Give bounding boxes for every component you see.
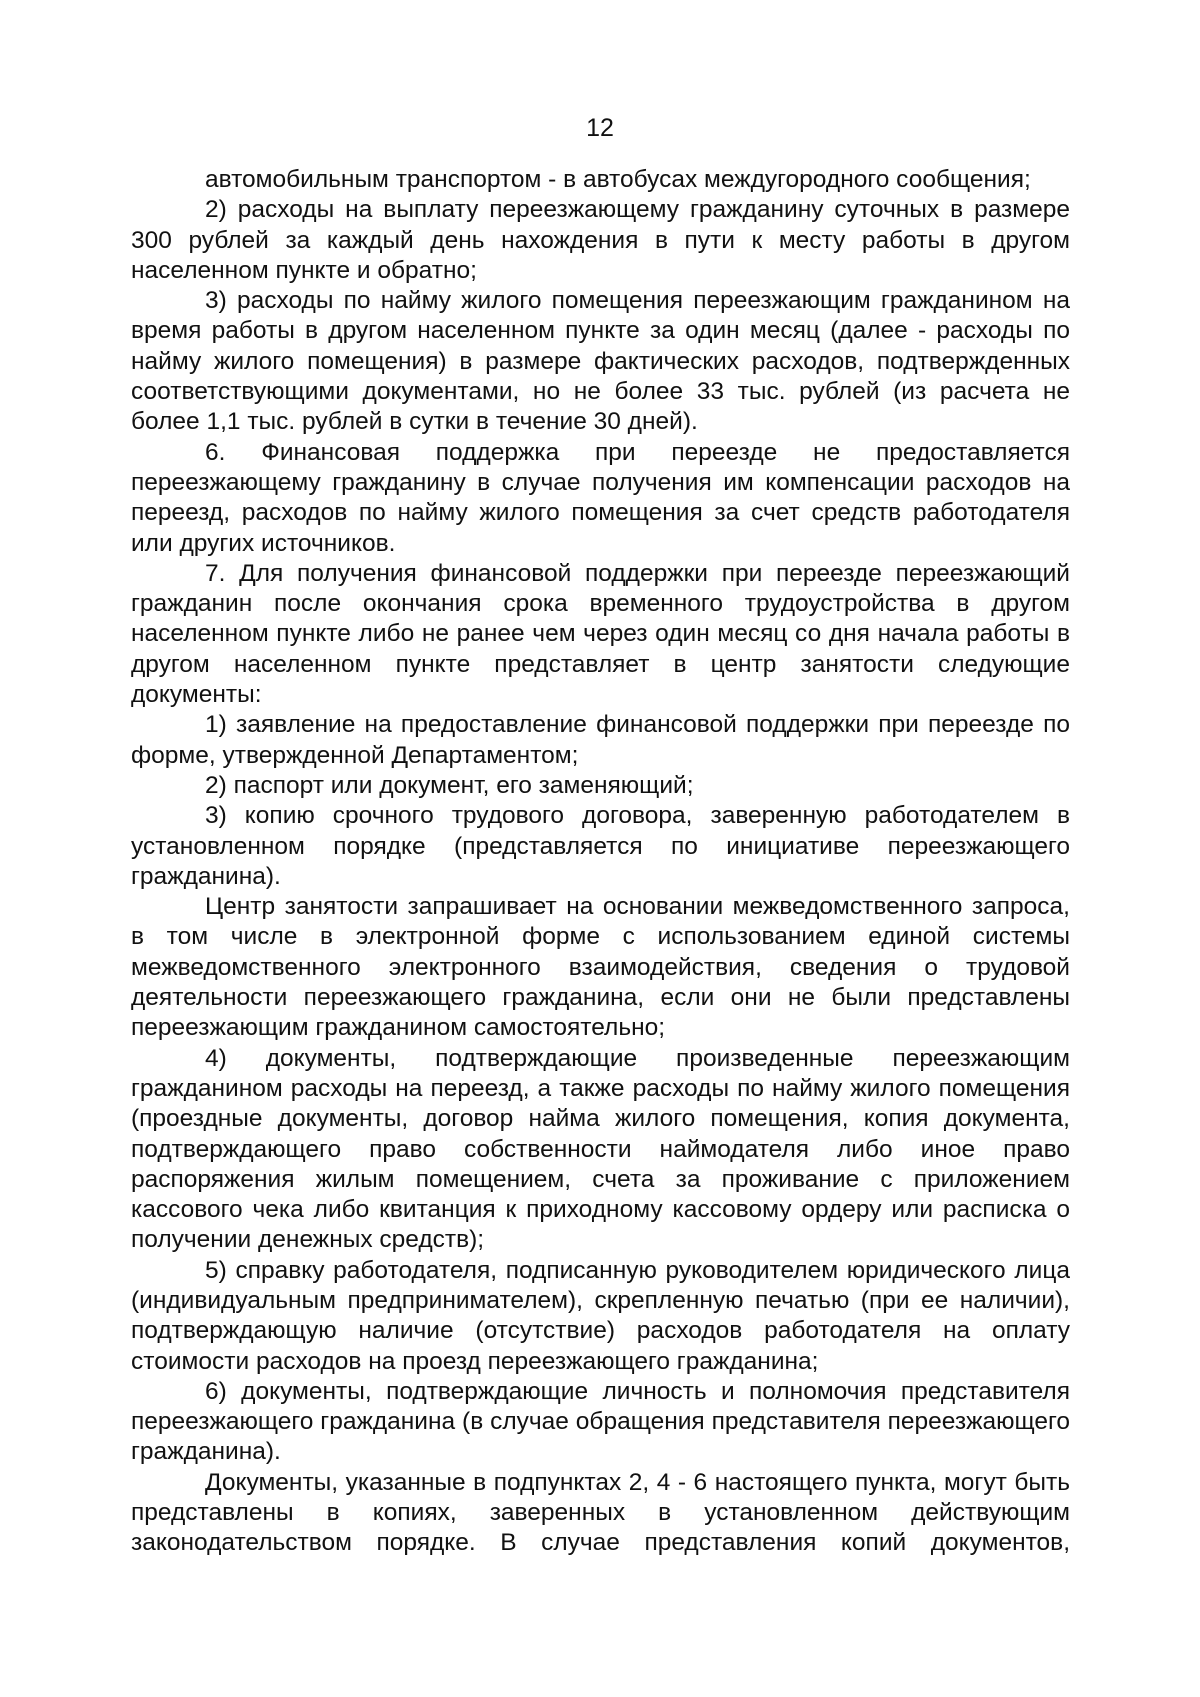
paragraph-employment-center-request: Центр занятости запрашивает на основании межведомственного запроса, в том числе в электронной форме с использованием единой системы межведомственного электронного взаимодействия, сведения о трудовой деятельности переезжающего гражданина, если они не были представлены переезжающим гражданином самостоятельно; [131,893,1070,1042]
paragraph-item-7: 7. Для получения финансовой поддержки при переезде переезжающий гражданин после окончания срока временного трудоустройства в другом населенном пункте либо не ранее чем через один месяц со дня начала работы в другом населенном пункте представляет в центр занятости следующие документы: [131,559,1070,709]
paragraph-subitem-3-housing-rent: 3) расходы по найму жилого помещения переезжающим гражданином на время работы в другом населенном пункте за один месяц (далее - расходы по найму жилого помещения) в размере фактических расходов, подтвержденных соответствующими документами, но не более 33 тыс. рублей (из расчета не более 1,1 тыс. рублей в сутки в течение 30 дней). [131,287,1070,436]
page-number: 12 [586,114,614,142]
paragraph-continuation: автомобильным транспортом - в автобусах междугородного сообщения; [205,166,1031,193]
paragraph-doc-3-contract: 3) копию срочного трудового договора, заверенную работодателем в установленном порядке (представляется по инициативе переезжающего гражданина). [131,802,1070,890]
paragraph-item-6: 6. Финансовая поддержка при переезде не предоставляется переезжающему гражданину в случае получения им компенсации расходов на переезд, расходов по найму жилого помещения за счет средств работодателя или других источников. [131,438,1070,557]
paragraph-doc-2-passport: 2) паспорт или документ, его заменяющий; [205,771,694,799]
paragraph-subitem-2-daily-allowance: 2) расходы на выплату переезжающему гражданину суточных в размере 300 рублей за каждый день нахождения в пути к месту работы в другом населенном пункте и обратно; [131,196,1070,284]
paragraph-doc-1-application: 1) заявление на предоставление финансовой поддержки при переезде по форме, утвержденной Департаментом; [131,711,1070,769]
paragraph-copies: Документы, указанные в подпунктах 2, 4 - 6 настоящего пункта, могут быть представлены в копиях, заверенных в установленном действующим законодательством порядке. В случае представления копий документов, [131,1468,1070,1557]
paragraph-doc-6-representative: 6) документы, подтверждающие личность и полномочия представителя переезжающего гражданина (в случае обращения представителя переезжающего гражданина). [131,1377,1070,1466]
document-text [131,165,1070,1559]
paragraph-doc-5-employer-certificate: 5) справку работодателя, подписанную руководителем юридического лица (индивидуальным предпринимателем), скрепленную печатью (при ее наличии), подтверждающую наличие (отсутствие) расходов работодателя на оплату стоимости расходов на проезд переезжающего гражданина; [131,1256,1070,1375]
paragraph-doc-4-expenses: 4) документы, подтверждающие произведенные переезжающим гражданином расходы на переезд, а также расходы по найму жилого помещения (проездные документы, договор найма жилого помещения, копия документа, подтверждающего право собственности наймодателя либо иное право распоряжения жилым помещением, счета за проживание с приложением кассового чека либо квитанция к приходному кассовому ордеру или расписка о получении денежных средств); [131,1044,1070,1254]
